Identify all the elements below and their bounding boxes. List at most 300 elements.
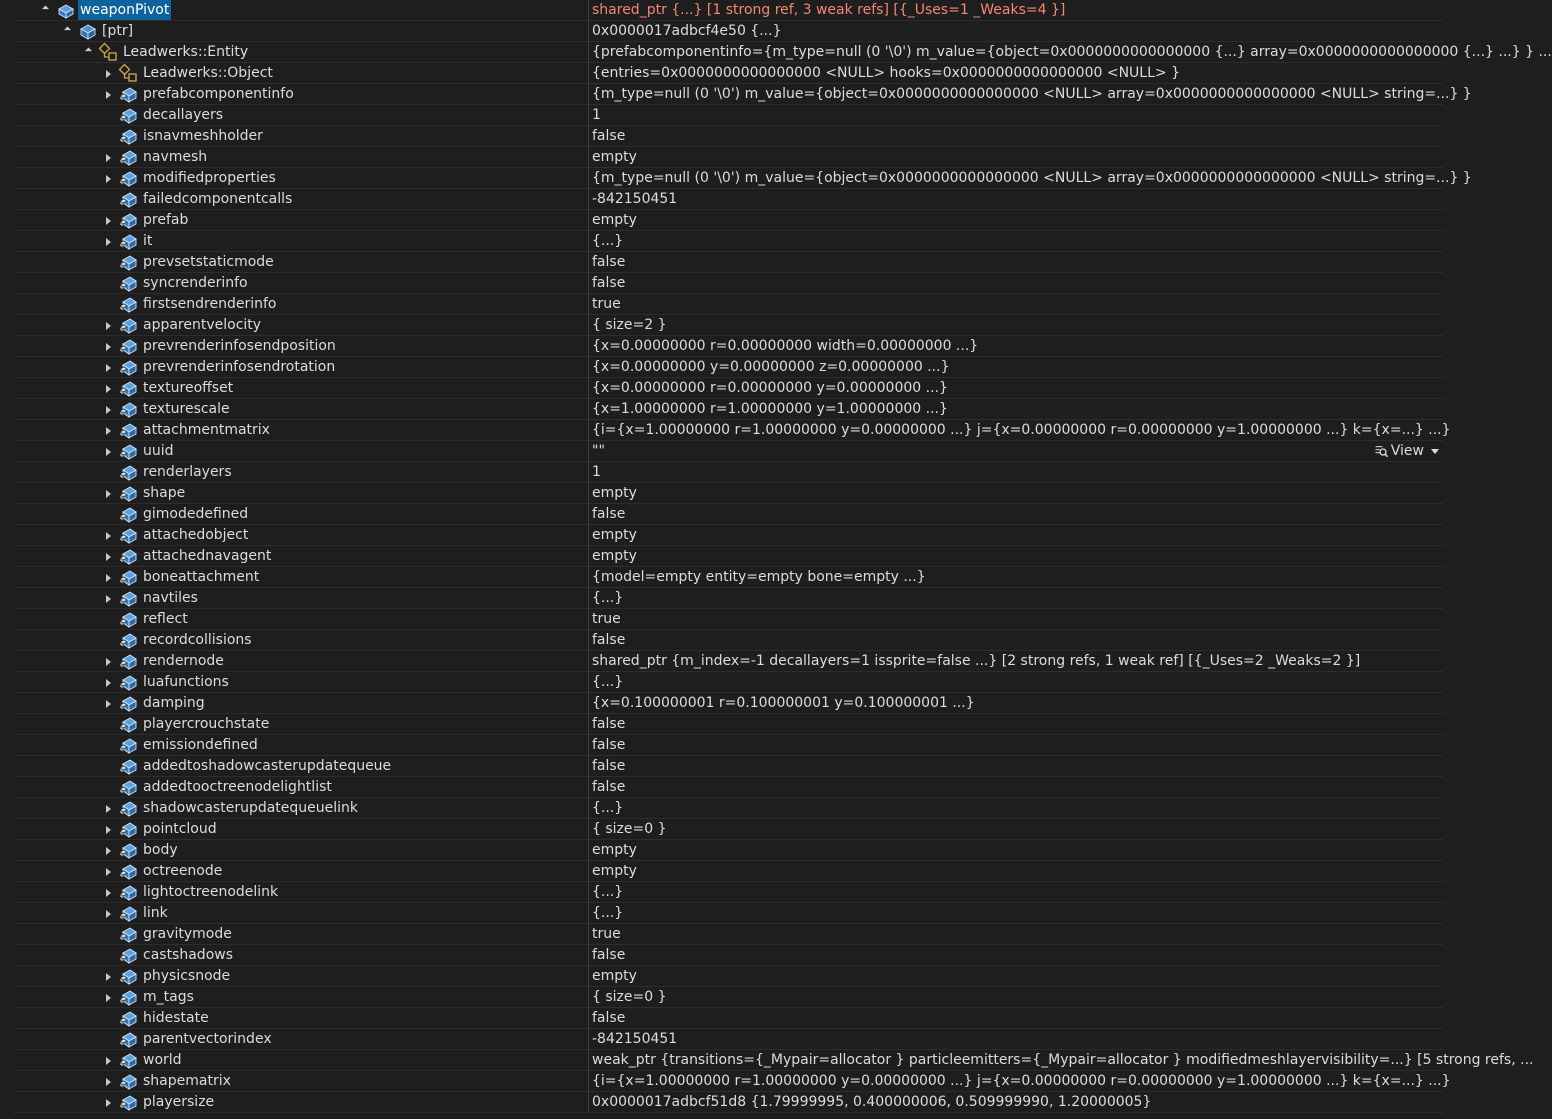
expand-arrow-icon[interactable]	[103, 672, 113, 693]
variable-name: playercrouchstate	[143, 716, 270, 732]
view-label: View	[1390, 443, 1424, 459]
expand-arrow-icon[interactable]	[103, 210, 113, 231]
name-cell	[0, 525, 587, 546]
expand-arrow-icon[interactable]	[103, 147, 113, 168]
column-divider[interactable]	[588, 546, 589, 567]
variable-value[interactable]: false	[592, 779, 626, 795]
watch-row[interactable]	[0, 168, 1472, 189]
variable-name: body	[143, 842, 178, 858]
column-divider[interactable]	[588, 609, 589, 630]
name-cell	[0, 399, 587, 420]
watch-row[interactable]	[0, 42, 1552, 63]
watch-row[interactable]	[0, 672, 1443, 693]
watch-row[interactable]	[0, 0, 1443, 21]
variable-name: boneattachment	[143, 569, 260, 585]
name-cell	[0, 0, 587, 21]
field-icon	[119, 778, 138, 797]
variable-value[interactable]: false	[592, 737, 626, 753]
variable-value[interactable]: false	[592, 275, 626, 291]
expand-arrow-icon[interactable]	[103, 546, 113, 567]
variable-value[interactable]: {...}	[592, 590, 624, 606]
watch-row[interactable]	[0, 462, 1443, 483]
watch-row[interactable]	[0, 714, 1443, 735]
variable-value[interactable]: weak_ptr {transitions={_Mypair=allocator } particleemitters={_Mypair=allocator } modifiedmeshlayervisibility=...} [5 strong refs, ...	[592, 1052, 1534, 1068]
column-divider[interactable]	[588, 378, 589, 399]
variable-value[interactable]: { size=2 }	[592, 317, 667, 333]
collapse-arrow-icon[interactable]	[62, 21, 72, 42]
field-icon	[119, 400, 138, 419]
variable-name: firstsendrenderinfo	[143, 296, 277, 312]
column-divider[interactable]	[588, 819, 589, 840]
name-cell	[0, 945, 587, 966]
expand-arrow-icon[interactable]	[103, 651, 113, 672]
field-icon	[119, 190, 138, 209]
expand-arrow-icon[interactable]	[103, 1071, 113, 1092]
watch-row[interactable]	[0, 1092, 1443, 1113]
field-icon	[119, 505, 138, 524]
variable-value[interactable]: shared_ptr {m_index=-1 decallayers=1 issprite=false ...} [2 strong refs, 1 weak ref] [{_Uses=2 _Weaks=2 }]	[592, 653, 1361, 669]
column-divider[interactable]	[588, 1008, 589, 1029]
expand-arrow-icon[interactable]	[103, 693, 113, 714]
column-divider[interactable]	[588, 315, 589, 336]
variable-value[interactable]: {i={x=1.00000000 r=1.00000000 y=0.00000000 ...} j={x=0.00000000 r=0.00000000 y=1.00000000 ...} k={x=...} ...}	[592, 422, 1451, 438]
variable-value[interactable]: empty	[592, 485, 637, 501]
variable-value[interactable]: false	[592, 128, 626, 144]
field-icon	[119, 715, 138, 734]
watch-row[interactable]	[0, 567, 1443, 588]
expand-arrow-icon[interactable]	[103, 966, 113, 987]
column-divider[interactable]	[588, 231, 589, 252]
watch-row[interactable]	[0, 378, 1443, 399]
column-divider[interactable]	[588, 588, 589, 609]
column-divider[interactable]	[588, 0, 589, 21]
column-divider[interactable]	[588, 630, 589, 651]
watch-row[interactable]	[0, 945, 1443, 966]
variable-name: shadowcasterupdatequeuelink	[143, 800, 359, 816]
expand-arrow-icon[interactable]	[103, 819, 113, 840]
name-cell	[0, 84, 587, 105]
variable-name: addedtoshadowcasterupdatequeue	[143, 758, 392, 774]
variable-value[interactable]: empty	[592, 212, 637, 228]
name-cell	[0, 357, 587, 378]
name-cell	[0, 63, 587, 84]
watch-row[interactable]	[0, 420, 1451, 441]
column-divider[interactable]	[588, 441, 589, 462]
variable-name: it	[143, 233, 153, 249]
name-cell	[0, 483, 587, 504]
variable-name: renderlayers	[143, 464, 232, 480]
object-icon	[78, 22, 97, 41]
variable-name: syncrenderinfo	[143, 275, 248, 291]
name-cell	[0, 210, 587, 231]
name-cell	[0, 168, 587, 189]
watch-row[interactable]	[0, 105, 1443, 126]
column-divider[interactable]	[588, 273, 589, 294]
variable-name: gimodedefined	[143, 506, 249, 522]
field-icon	[119, 904, 138, 923]
field-icon	[119, 547, 138, 566]
expand-arrow-icon[interactable]	[103, 168, 113, 189]
column-divider[interactable]	[588, 336, 589, 357]
name-cell	[0, 441, 587, 462]
field-icon	[119, 211, 138, 230]
expand-arrow-icon[interactable]	[103, 861, 113, 882]
field-icon	[119, 820, 138, 839]
name-cell	[0, 273, 587, 294]
field-icon	[119, 988, 138, 1007]
variable-value[interactable]: false	[592, 632, 626, 648]
name-cell	[0, 735, 587, 756]
variable-value[interactable]: { size=0 }	[592, 821, 667, 837]
name-cell	[0, 714, 587, 735]
variable-value[interactable]: {entries=0x0000000000000000 <NULL> hooks=0x0000000000000000 <NULL> }	[592, 65, 1180, 81]
variable-name: link	[143, 905, 168, 921]
expand-arrow-icon[interactable]	[103, 588, 113, 609]
name-cell	[0, 105, 587, 126]
field-icon	[119, 1072, 138, 1091]
column-divider[interactable]	[588, 84, 589, 105]
column-divider[interactable]	[588, 840, 589, 861]
watch-row[interactable]	[0, 546, 1443, 567]
base-class-icon	[99, 43, 118, 62]
watch-row[interactable]	[0, 357, 1443, 378]
expand-arrow-icon[interactable]	[103, 231, 113, 252]
variable-name: modifiedproperties	[143, 170, 276, 186]
collapse-arrow-icon[interactable]	[40, 0, 50, 21]
expand-arrow-icon[interactable]	[103, 315, 113, 336]
watch-row[interactable]	[0, 987, 1443, 1008]
name-cell	[0, 588, 587, 609]
variable-value[interactable]: {...}	[592, 884, 624, 900]
watch-row[interactable]	[0, 252, 1443, 273]
column-divider[interactable]	[588, 798, 589, 819]
variable-value[interactable]: {...}	[592, 233, 624, 249]
column-divider[interactable]	[588, 1071, 589, 1092]
variable-value[interactable]: {prefabcomponentinfo={m_type=null (0 '\0') m_value={object=0x0000000000000000 {...} array=0x0000000000000000 {...} ...} } ...	[592, 44, 1552, 60]
variable-name: castshadows	[143, 947, 234, 963]
variable-value[interactable]: empty	[592, 842, 637, 858]
variable-value[interactable]: 0x0000017adbcf4e50 {...}	[592, 23, 782, 39]
variable-value[interactable]: {x=0.00000000 y=0.00000000 z=0.00000000 ...}	[592, 359, 950, 375]
variable-value[interactable]: 1	[592, 107, 601, 123]
column-divider[interactable]	[588, 420, 589, 441]
column-divider[interactable]	[588, 1092, 589, 1113]
expand-arrow-icon[interactable]	[103, 882, 113, 903]
name-cell	[0, 567, 587, 588]
variable-name: pointcloud	[143, 821, 217, 837]
variable-name: navtiles	[143, 590, 198, 606]
field-icon	[119, 106, 138, 125]
variable-name: prefab	[143, 212, 189, 228]
variable-value[interactable]: false	[592, 947, 626, 963]
column-divider[interactable]	[588, 903, 589, 924]
column-divider[interactable]	[588, 924, 589, 945]
variable-name: hidestate	[143, 1010, 209, 1026]
column-divider[interactable]	[588, 1050, 589, 1071]
watch-row[interactable]	[0, 840, 1443, 861]
name-cell	[0, 1008, 587, 1029]
variable-name: world	[143, 1052, 182, 1068]
watch-row[interactable]	[0, 819, 1443, 840]
variable-value[interactable]: empty	[592, 863, 637, 879]
expand-arrow-icon[interactable]	[103, 336, 113, 357]
expand-arrow-icon[interactable]	[103, 441, 113, 462]
watch-row[interactable]	[0, 294, 1443, 315]
field-icon	[119, 862, 138, 881]
variable-value[interactable]: empty	[592, 968, 637, 984]
column-divider[interactable]	[588, 210, 589, 231]
variable-value[interactable]: false	[592, 758, 626, 774]
variable-value[interactable]: false	[592, 1010, 626, 1026]
column-divider[interactable]	[588, 399, 589, 420]
expand-arrow-icon[interactable]	[103, 798, 113, 819]
expand-arrow-icon[interactable]	[103, 525, 113, 546]
variable-name: recordcollisions	[143, 632, 252, 648]
watch-row[interactable]	[0, 189, 1443, 210]
watch-row[interactable]	[0, 1029, 1443, 1050]
variable-value[interactable]: true	[592, 611, 621, 627]
name-cell	[0, 882, 587, 903]
column-divider[interactable]	[588, 651, 589, 672]
watch-row[interactable]	[0, 525, 1443, 546]
field-icon	[119, 1093, 138, 1112]
column-divider[interactable]	[588, 105, 589, 126]
variable-name: rendernode	[143, 653, 224, 669]
variable-value[interactable]: ""	[592, 443, 605, 459]
field-icon	[119, 358, 138, 377]
view-visualizer-button[interactable]	[1375, 441, 1439, 462]
watch-row[interactable]	[0, 84, 1472, 105]
variable-value[interactable]: 1	[592, 464, 601, 480]
name-cell	[0, 294, 587, 315]
variable-value[interactable]: -842150451	[592, 1031, 678, 1047]
variable-value[interactable]: { size=0 }	[592, 989, 667, 1005]
expand-arrow-icon[interactable]	[103, 63, 113, 84]
expand-arrow-icon[interactable]	[103, 1092, 113, 1113]
column-divider[interactable]	[588, 882, 589, 903]
variable-name: octreenode	[143, 863, 223, 879]
variable-value[interactable]: {x=0.00000000 r=0.00000000 width=0.00000000 ...}	[592, 338, 979, 354]
name-cell	[0, 231, 587, 252]
watch-row[interactable]	[0, 1050, 1534, 1071]
variable-value[interactable]: false	[592, 716, 626, 732]
column-divider[interactable]	[588, 966, 589, 987]
variable-value[interactable]: {i={x=1.00000000 r=1.00000000 y=0.00000000 ...} j={x=0.00000000 r=0.00000000 y=1.00000000 ...} k={x=...} ...}	[592, 1073, 1451, 1089]
watch-row[interactable]	[0, 273, 1443, 294]
watch-row[interactable]	[0, 441, 1443, 462]
column-divider[interactable]	[588, 252, 589, 273]
name-cell	[0, 756, 587, 777]
variable-value[interactable]: empty	[592, 548, 637, 564]
expand-arrow-icon[interactable]	[103, 420, 113, 441]
field-icon	[119, 232, 138, 251]
watch-row[interactable]	[0, 336, 1443, 357]
column-divider[interactable]	[588, 504, 589, 525]
column-divider[interactable]	[588, 525, 589, 546]
variable-name: physicsnode	[143, 968, 231, 984]
expand-arrow-icon[interactable]	[103, 840, 113, 861]
column-divider[interactable]	[588, 756, 589, 777]
watch-row[interactable]	[0, 798, 1443, 819]
variable-name: attachmentmatrix	[143, 422, 270, 438]
field-icon	[119, 148, 138, 167]
variable-value[interactable]: -842150451	[592, 191, 678, 207]
variable-value[interactable]: 0x0000017adbcf51d8 {1.79999995, 0.400000006, 0.509999990, 1.20000005}	[592, 1094, 1152, 1110]
expand-arrow-icon[interactable]	[103, 399, 113, 420]
variable-name: shape	[143, 485, 186, 501]
column-divider[interactable]	[588, 861, 589, 882]
variable-name: failedcomponentcalls	[143, 191, 293, 207]
variable-value[interactable]: true	[592, 296, 621, 312]
name-cell	[0, 315, 587, 336]
field-icon	[119, 526, 138, 545]
variable-value[interactable]: empty	[592, 527, 637, 543]
expand-arrow-icon[interactable]	[103, 1050, 113, 1071]
name-cell	[0, 672, 587, 693]
variable-name: attachednavagent	[143, 548, 272, 564]
name-cell	[0, 42, 587, 63]
field-icon	[119, 1051, 138, 1070]
field-icon	[119, 127, 138, 146]
watch-row[interactable]	[0, 903, 1443, 924]
watch-row[interactable]	[0, 777, 1443, 798]
field-icon	[119, 652, 138, 671]
column-divider[interactable]	[588, 777, 589, 798]
collapse-arrow-icon[interactable]	[83, 42, 93, 63]
variable-value[interactable]: {...}	[592, 800, 624, 816]
watch-row[interactable]	[0, 210, 1443, 231]
column-divider[interactable]	[588, 945, 589, 966]
watch-row[interactable]	[0, 735, 1443, 756]
expand-arrow-icon[interactable]	[103, 483, 113, 504]
field-icon	[119, 673, 138, 692]
column-divider[interactable]	[588, 189, 589, 210]
name-cell	[0, 252, 587, 273]
name-cell	[0, 693, 587, 714]
watch-row[interactable]	[0, 147, 1443, 168]
column-divider[interactable]	[588, 168, 589, 189]
column-divider[interactable]	[588, 21, 589, 42]
watch-row[interactable]	[0, 630, 1443, 651]
column-divider[interactable]	[588, 735, 589, 756]
watch-row[interactable]	[0, 315, 1443, 336]
variable-value[interactable]: {m_type=null (0 '\0') m_value={object=0x0000000000000000 <NULL> array=0x0000000000000000 <NULL> string=...} }	[592, 86, 1472, 102]
name-cell	[0, 147, 587, 168]
column-divider[interactable]	[588, 462, 589, 483]
variable-name: reflect	[143, 611, 188, 627]
watch-row[interactable]	[0, 693, 1443, 714]
column-divider[interactable]	[588, 714, 589, 735]
variable-value[interactable]: {x=1.00000000 r=1.00000000 y=1.00000000 ...}	[592, 401, 948, 417]
variable-value[interactable]: true	[592, 926, 621, 942]
expand-arrow-icon[interactable]	[103, 987, 113, 1008]
variable-value[interactable]: {...}	[592, 905, 624, 921]
variable-value[interactable]: {model=empty entity=empty bone=empty ...}	[592, 569, 926, 585]
watch-row[interactable]	[0, 588, 1443, 609]
watch-row[interactable]	[0, 231, 1443, 252]
variable-value[interactable]: false	[592, 506, 626, 522]
name-cell	[0, 1029, 587, 1050]
column-divider[interactable]	[588, 567, 589, 588]
watch-row[interactable]	[0, 924, 1443, 945]
expand-arrow-icon[interactable]	[103, 567, 113, 588]
field-icon	[119, 421, 138, 440]
watch-row[interactable]	[0, 483, 1443, 504]
variable-name: texturescale	[143, 401, 230, 417]
variable-value[interactable]: {x=0.00000000 r=0.00000000 y=0.00000000 ...}	[592, 380, 948, 396]
expand-arrow-icon[interactable]	[103, 357, 113, 378]
column-divider[interactable]	[588, 42, 589, 63]
variable-name: playersize	[143, 1094, 215, 1110]
field-icon	[119, 568, 138, 587]
name-cell	[0, 189, 587, 210]
watch-row[interactable]	[0, 399, 1443, 420]
variable-value[interactable]: {m_type=null (0 '\0') m_value={object=0x0000000000000000 <NULL> array=0x0000000000000000 <NULL> string=...} }	[592, 170, 1472, 186]
name-cell	[0, 861, 587, 882]
watch-row[interactable]	[0, 861, 1443, 882]
column-divider[interactable]	[588, 126, 589, 147]
watch-row[interactable]	[0, 504, 1443, 525]
column-divider[interactable]	[588, 357, 589, 378]
variable-name: Leadwerks::Object	[143, 65, 273, 81]
field-icon	[119, 967, 138, 986]
column-divider[interactable]	[588, 294, 589, 315]
magnifier-icon	[1375, 445, 1388, 458]
column-divider[interactable]	[588, 483, 589, 504]
variable-value[interactable]: {...}	[592, 674, 624, 690]
watch-row[interactable]	[0, 651, 1443, 672]
variable-name: decallayers	[143, 107, 224, 123]
variable-name: shapematrix	[143, 1073, 231, 1089]
watch-row[interactable]	[0, 63, 1443, 84]
field-icon	[119, 799, 138, 818]
field-icon	[119, 1030, 138, 1049]
expand-arrow-icon[interactable]	[103, 84, 113, 105]
name-cell	[0, 966, 587, 987]
watch-row[interactable]	[0, 126, 1443, 147]
name-cell	[0, 336, 587, 357]
column-divider[interactable]	[588, 672, 589, 693]
variable-value[interactable]: shared_ptr {...} [1 strong ref, 3 weak refs] [{_Uses=1 _Weaks=4 }]	[592, 2, 1066, 18]
variable-value[interactable]: empty	[592, 149, 637, 165]
column-divider[interactable]	[588, 693, 589, 714]
variable-value[interactable]: {x=0.100000001 r=0.100000001 y=0.100000001 ...}	[592, 695, 975, 711]
name-cell	[0, 378, 587, 399]
name-cell	[0, 609, 587, 630]
watch-row[interactable]	[0, 882, 1443, 903]
watch-row[interactable]	[0, 1071, 1451, 1092]
watch-row[interactable]	[0, 756, 1443, 777]
column-divider[interactable]	[588, 987, 589, 1008]
expand-arrow-icon[interactable]	[103, 903, 113, 924]
field-icon	[119, 274, 138, 293]
column-divider[interactable]	[588, 147, 589, 168]
name-cell	[0, 21, 587, 42]
name-cell	[0, 1092, 587, 1113]
column-divider[interactable]	[588, 63, 589, 84]
expand-arrow-icon[interactable]	[103, 378, 113, 399]
name-cell	[0, 1050, 587, 1071]
variable-name: prevrenderinfosendposition	[143, 338, 336, 354]
watch-row[interactable]	[0, 966, 1443, 987]
watch-row[interactable]	[0, 1008, 1443, 1029]
watch-row[interactable]	[0, 609, 1443, 630]
variable-value[interactable]: false	[592, 254, 626, 270]
variable-name: apparentvelocity	[143, 317, 262, 333]
watch-row[interactable]	[0, 21, 1443, 42]
variable-name: damping	[143, 695, 205, 711]
column-divider[interactable]	[588, 1029, 589, 1050]
